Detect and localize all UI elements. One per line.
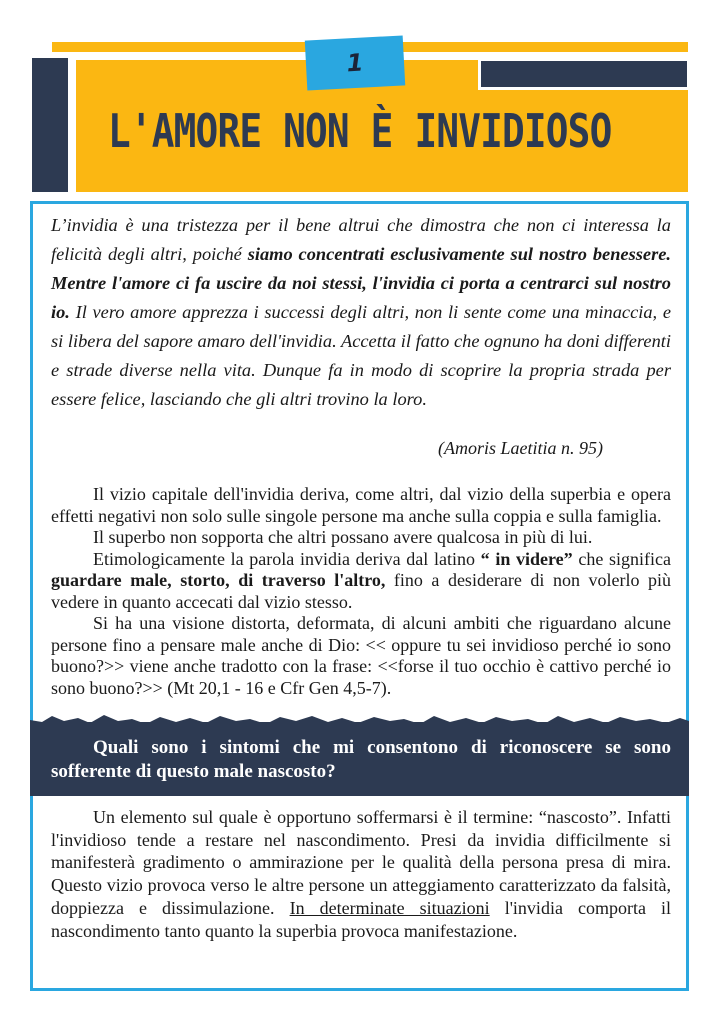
body-paragraph-3 bbox=[51, 549, 671, 614]
body-p3-a: Etimologicamente la parola invidia deriva dal latino bbox=[93, 548, 481, 569]
quote-rest: Il vero amore apprezza i successi degli altri, non li sente come una minaccia, e si libera del sapore amaro dell'invidia. Accetta il fatto che ognuno ha doni differenti e strade diverse nella vita. Dunque fa in modo di scoprire la propria strada per essere felice, lasciando che gli altri trovino la loro. bbox=[51, 302, 671, 409]
chapter-number-tag bbox=[305, 35, 405, 90]
chapter-number: 1 bbox=[345, 48, 365, 78]
body-text-2 bbox=[51, 806, 671, 942]
body-p3-c: che significa bbox=[572, 548, 671, 569]
section-question: Quali sono i sintomi che mi consentono di riconoscere se sono sofferente di questo male nascosto? bbox=[51, 737, 671, 782]
quote-bold: siamo concentrati esclusivamente sul nostro benessere. Mentre l'amore ci fa uscire da noi stessi, l'invidia ci porta a centrarci sul nostro io. bbox=[51, 244, 671, 322]
torn-edge-decoration bbox=[30, 712, 689, 726]
body-p3-e: fino a desiderare di non volerlo più vedere in quanto accecati dal vizio stesso. bbox=[51, 570, 671, 612]
body-text bbox=[51, 484, 671, 699]
body-paragraph-1: Il vizio capitale dell'invidia deriva, come altri, dal vizio della superbia e opera effetti negativi non solo sulle singole persone ma anche sulla coppia e sulla famiglia. bbox=[51, 484, 671, 526]
body-p3-d: guardare male, storto, di traverso l'altro, bbox=[51, 570, 386, 590]
body-p3-b: “ in videre” bbox=[480, 548, 573, 569]
page-title: L'AMORE NON È INVIDIOSO bbox=[108, 104, 612, 158]
quote-citation: (Amoris Laetitia n. 95) bbox=[438, 438, 603, 458]
quote-intro: L’invidia è una tristezza per il bene altrui che dimostra che non ci interessa la felicità degli altri, poiché bbox=[51, 215, 671, 264]
body-paragraph-2: Il superbo non sopporta che altri possano avere qualcosa in più di lui. bbox=[93, 527, 593, 547]
header-left-navy-bar bbox=[32, 58, 68, 192]
body-paragraph-4: Si ha una visione distorta, deformata, di alcuni ambiti che riguardano alcune persone fino a pensare male anche di Dio: << oppure tu sei invidioso perché io sono buono?>> viene anche tradotto con la frase: <<forse il tuo occhio è cattivo perché io sono buono?>> (Mt 20,1 - 16 e Cfr Gen 4,5-7). bbox=[51, 613, 671, 698]
body2-b: l'invidia comporta il nascondimento tanto quanto la superbia provoca manifestazione. bbox=[51, 897, 672, 941]
body2-underlined: In determinate situazioni bbox=[289, 897, 490, 918]
quote-text bbox=[51, 211, 671, 414]
header-right-navy-bar bbox=[478, 58, 690, 90]
body2-a: Un elemento sul quale è opportuno soffermarsi è il termine: “nascosto”. Infatti l'invidioso tende a restare nel nascondimento. Presi da invidia difficilmente si manifesterà gradimento o ammirazione per le qualità della persona presa di mira. Questo vizio provoca verso le altre persone un atteggiamento caratterizzato da falsità, doppiezza e dissimulazione. bbox=[51, 807, 671, 918]
